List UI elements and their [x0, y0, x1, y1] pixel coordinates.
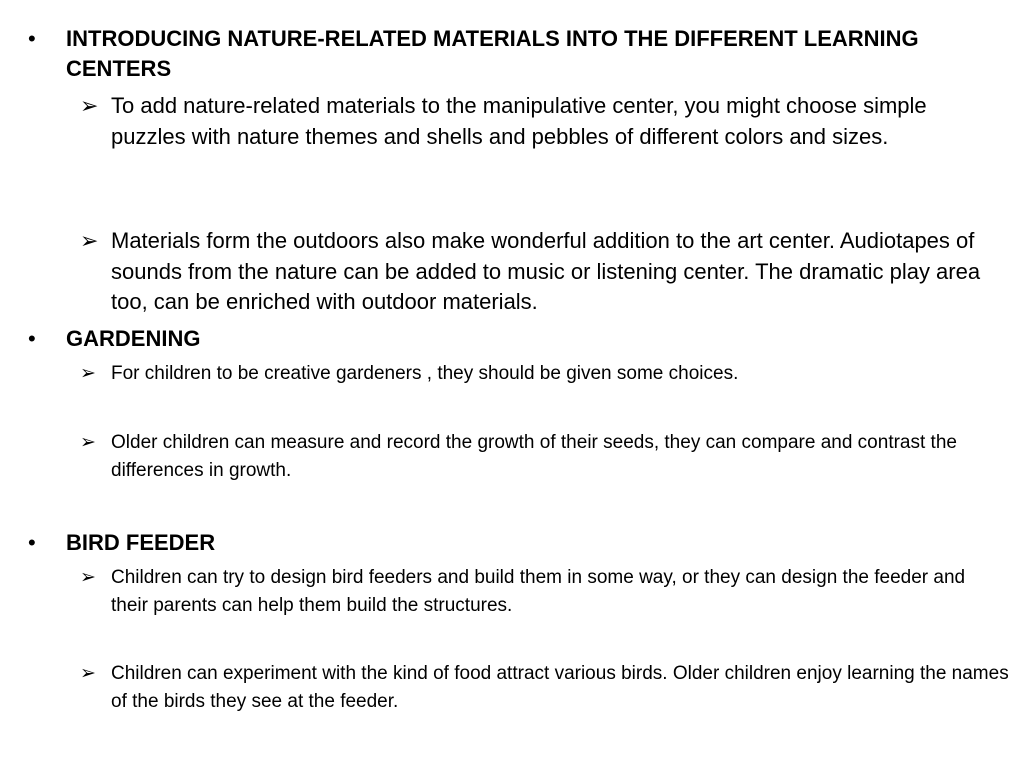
section-heading-bird-feeder: BIRD FEEDER — [66, 530, 216, 555]
section-heading-nature-materials: INTRODUCING NATURE-RELATED MATERIALS INTO THE DIFFERENT LEARNING CENTERS — [66, 26, 919, 81]
list-item-text: Older children can measure and record the growth of their seeds, they can compare and contrast the differences in growth. — [111, 432, 957, 481]
arrow-bullet-icon: ➢ — [80, 567, 96, 588]
arrow-bullet-icon: ➢ — [80, 363, 96, 384]
arrow-bullet-icon: ➢ — [80, 93, 99, 118]
list-item-text: To add nature-related materials to the manipulative center, you might choose simple puzzles with nature themes and shells and pebbles of different colors and sizes. — [111, 93, 927, 149]
arrow-bullet-icon: ➢ — [80, 663, 96, 684]
list-item-text: Children can experiment with the kind of food attract various birds. Older children enjoy learning the names of the birds they see at the feeder. — [111, 663, 1009, 712]
arrow-bullet-icon: ➢ — [80, 432, 96, 453]
list-item-text: For children to be creative gardeners , they should be given some choices. — [111, 363, 739, 384]
bullet-marker: • — [28, 26, 36, 51]
section-heading-gardening: GARDENING — [66, 326, 201, 351]
bullet-marker: • — [28, 530, 36, 555]
list-item-text: Children can try to design bird feeders and build them in some way, or they can design the feeder and their parents can help them build the structures. — [111, 567, 966, 616]
bullet-marker: • — [28, 326, 36, 351]
list-item-text: Materials form the outdoors also make wonderful addition to the art center. Audiotapes of sounds from the nature can be added to music or listening center. The dramatic play area too, can be enriched with outdoor materials. — [111, 228, 981, 314]
arrow-bullet-icon: ➢ — [80, 228, 99, 253]
